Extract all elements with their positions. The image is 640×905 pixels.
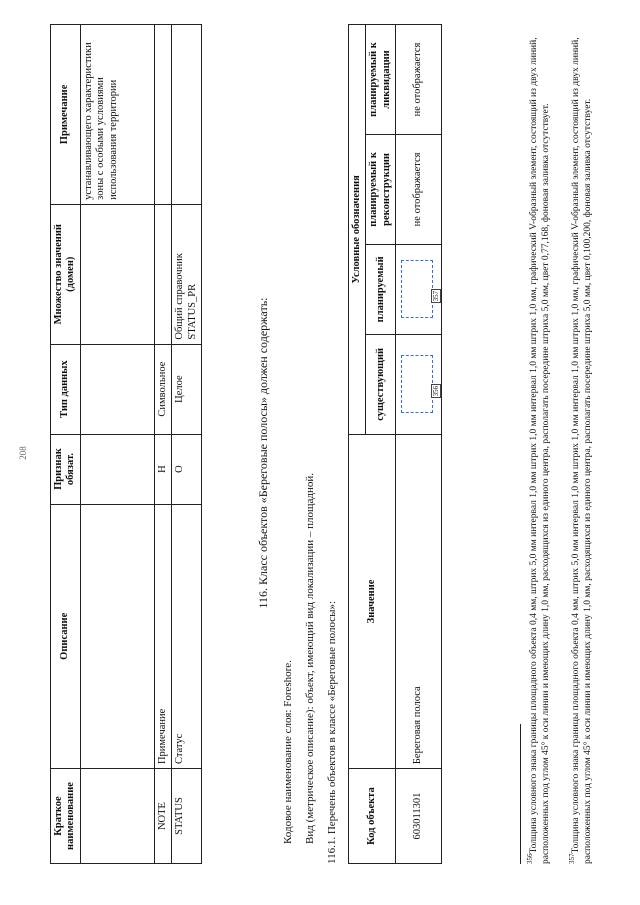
footnote-number: 357 [568, 853, 576, 864]
cell-required: Н [154, 434, 171, 504]
layer-code-text: Кодовое наименование слоя: Foreshore. [282, 659, 294, 844]
header-planned: планируемый [366, 244, 396, 334]
header-code: Код объекта [349, 768, 396, 863]
header-domain: Множество значений (домен) [51, 204, 81, 344]
header-note: Примечание [51, 24, 81, 204]
cell-required [80, 434, 154, 504]
attributes-table-header [51, 24, 81, 863]
cell-description [80, 504, 154, 769]
geometry-text: Вид (метрическое описание): объект, имеющий вид локализации – площадной. [304, 472, 316, 844]
footnote-text: Толщина условного знака границы площадного объекта 0,4 мм, штрих 5,0 мм интервал 1,0 мм штрих 1,0 мм интервал 1,0 мм штрих 1,0 мм, графический V-образный элемент, состоящий из двух линий, расположенных под углом 45° к оси линии и имеющих длину 1,0 мм, расходящихся из единого центра, располагать посередине штриха 5,0 мм, цвет 0,100,200, фоновая заливка отсутствует. [571, 36, 593, 864]
header-planned-reconstruction: планируемый к реконструкции [366, 134, 396, 244]
header-symbols: Условные обозначения [349, 24, 366, 434]
section-title: 116. Класс объектов «Береговые полосы» должен содержать: [256, 296, 270, 609]
cell-domain [154, 204, 171, 344]
cell-description: Статус [172, 504, 202, 769]
cell-existing-symbol [396, 334, 442, 434]
header-value: Значение [349, 434, 396, 768]
cell-code: 603011301 [396, 768, 442, 863]
existing-boundary-symbol [401, 355, 440, 413]
cell-planned-symbol [396, 244, 442, 334]
objects-table [348, 24, 442, 864]
cell-short-name: STATUS [172, 768, 202, 863]
footnote-ref: 356 [431, 385, 440, 396]
planned-boundary-symbol [401, 260, 440, 318]
objects-table-header [349, 24, 366, 863]
footnote-number: 356 [526, 853, 534, 864]
header-data-type: Тип данных [51, 344, 81, 434]
cell-short-name: NOTE [154, 768, 171, 863]
footnote-divider [520, 724, 521, 864]
cell-short-name [80, 768, 154, 863]
cell-note: устанавливающего характеристики зоны с особыми условиями использования территории [80, 24, 154, 204]
cell-description: Примечание [154, 504, 171, 769]
page-content [20, 18, 620, 888]
attributes-table [50, 24, 202, 864]
header-short-name: Краткое наименование [51, 768, 81, 863]
table-row [172, 24, 202, 863]
page-number: 208 [18, 445, 28, 460]
cell-data-type [80, 344, 154, 434]
cell-domain: Общий справочник STATUS_PR [172, 204, 202, 344]
cell-data-type: Целое [172, 344, 202, 434]
footnote [526, 24, 552, 864]
header-required: Признак обязат. [51, 434, 81, 504]
table-row [154, 24, 171, 863]
table-row [396, 24, 442, 863]
cell-required: О [172, 434, 202, 504]
cell-domain [80, 204, 154, 344]
footnote [568, 24, 594, 864]
table-row [80, 24, 154, 863]
header-existing: существующий [366, 334, 396, 434]
list-title: 116.1. Перечень объектов в классе «Береговые полосы»: [326, 600, 338, 864]
cell-note [154, 24, 171, 204]
cell-data-type: Символьное [154, 344, 171, 434]
footnote-ref: 357 [431, 290, 440, 301]
cell-planned-reconstruction: не отображается [396, 134, 442, 244]
cell-planned-liquidation: не отображается [396, 24, 442, 134]
header-description: Описание [51, 504, 81, 769]
cell-value: Береговая полоса [396, 434, 442, 768]
header-planned-liquidation: планируемый к ликвидации [366, 24, 396, 134]
footnote-text: Толщина условного знака границы площадного объекта 0,4 мм, штрих 5,0 мм интервал 1,0 мм штрих 1,0 мм интервал 1,0 мм штрих 1,0 мм, графический V-образный элемент, состоящий из двух линий, расположенных под углом 45° к оси линии и имеющих длину 1,0 мм, расходящихся из единого центра, располагать посередине штриха 5,0 мм, цвет 0,77,168, фоновая заливка отсутствует. [529, 36, 551, 864]
cell-note [172, 24, 202, 204]
